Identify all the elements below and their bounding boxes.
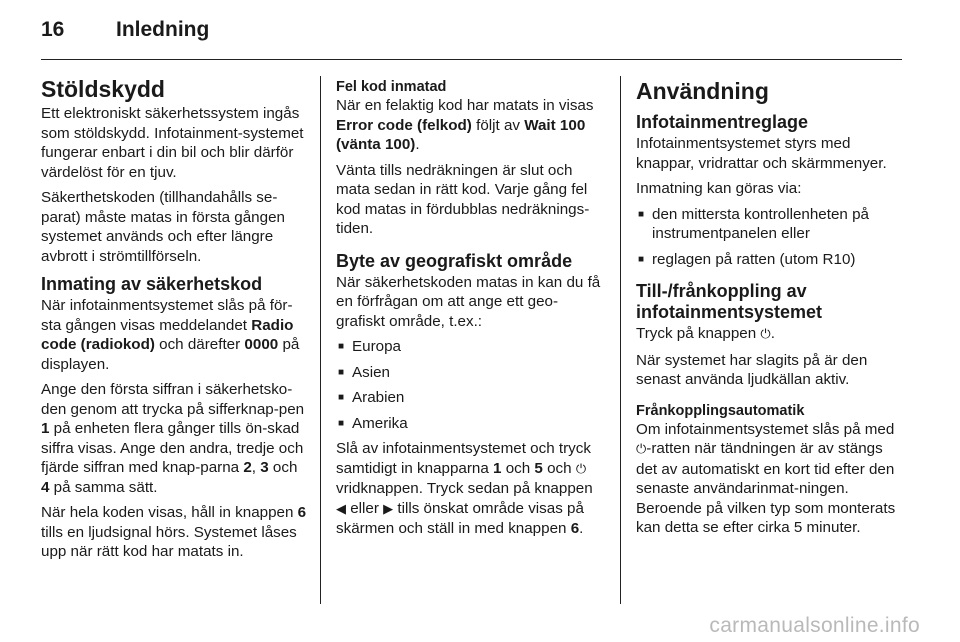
heading-infotainment-controls: Infotainmentreglage <box>636 112 809 132</box>
header-rule <box>41 59 902 60</box>
heading-region-change: Byte av geografiskt område <box>336 250 573 271</box>
paragraph: Vänta tills nedräkningen är slut och mata sedan in rätt kod. Varje gång fel kod matas in fördubblas nedräknings-tiden. <box>336 161 590 237</box>
region-list <box>336 337 604 433</box>
paragraph: När säkerhetskoden matas in kan du få en förfrågan om att ange ett geo-grafiskt område, t.ex.: <box>336 273 601 330</box>
column-divider-1 <box>320 76 321 604</box>
power-icon: ⏻ <box>760 327 771 342</box>
column-1 <box>41 76 309 568</box>
list-item: ■ Europa <box>336 337 604 357</box>
chapter-title: Inledning <box>116 18 210 41</box>
list-item: ■ Arabien <box>336 388 604 408</box>
column-2 <box>336 78 604 545</box>
input-list <box>636 205 908 270</box>
list-item: ■ reglagen på ratten (utom R10) <box>636 250 908 270</box>
heading-auto-off: Frånkopplingsautomatik <box>636 402 805 419</box>
paragraph: Ange den första siffran i säkerhetsko-den genom att trycka på sifferknap-pen 1 på enheten flera gånger tills ön-skad siffra visas. Ange den andra, tredje och fjärde siffran med knap-parna 2, 3 och 4 på samma sätt. <box>41 381 305 496</box>
paragraph: Säkerthetskoden (tillhandahålls se-parat) måste matas in första gången systemet används och efter längre avbrott i strömtillförseln. <box>41 189 285 265</box>
power-icon: ⏻ <box>575 461 587 477</box>
page-number: 16 <box>41 18 65 41</box>
paragraph: Infotainmentsystemet styrs med knappar, vridrattar och skärmmenyer. <box>636 135 887 172</box>
paragraph: När systemet har slagits på är den senast använda ljudkällan aktiv. <box>636 351 868 388</box>
list-item: ■ Amerika <box>336 414 604 434</box>
paragraph: Slå av infotainmentsystemet och tryck samtidigt in knapparna 1 och 5 och ⏻ vridknappen. Tryck sedan på knappen ◀ eller ▶ tills önskat område visas på skärmen och ställ in med knappen 6. <box>336 440 593 537</box>
paragraph: Tryck på knappen ⏻. <box>636 325 775 342</box>
paragraph: Inmatning kan göras via: <box>636 180 802 197</box>
column-divider-2 <box>620 76 621 604</box>
heading-code-entry: Inmating av säkerhetskod <box>41 274 263 294</box>
heading-wrong-code: Fel kod inmatad <box>336 79 447 95</box>
page-header <box>41 18 209 48</box>
paragraph: När hela koden visas, håll in knappen 6 tills en ljudsignal hörs. Systemet låses upp när rätt kod har matats in. <box>41 504 307 560</box>
paragraph: Om infotainmentsystemet slås på med ⏻-ratten när tändningen är av stängs det av automatiskt en kort tid efter den senaste användarinmat-ningen. Beroende på vilken typ som monterats kan detta se efter cirka 5 minuter. <box>636 420 896 536</box>
column-3 <box>636 78 908 544</box>
section-title-theft-protection: Stöldskydd <box>41 76 165 102</box>
power-icon: ⏻ <box>636 442 647 457</box>
paragraph: Ett elektroniskt säkerhetssystem ingås som stöldskydd. Infotainment-systemet fungerar enbart i din bil och blir därför värdelöst för en tjuv. <box>41 105 304 181</box>
arrow-left-icon: ◀ <box>336 501 346 517</box>
heading-power-on-off: Till-/frånkoppling av infotainmentsystemet <box>636 281 823 322</box>
watermark: carmanualsonline.info <box>709 614 920 637</box>
list-item: ■ den mittersta kontrollenheten på instrumentpanelen eller <box>636 205 908 244</box>
arrow-right-icon: ▶ <box>383 501 394 517</box>
paragraph: När infotainmentsystemet slås på för-sta gången visas meddelandet Radio code (radiokod) och därefter 0000 på displayen. <box>41 297 300 373</box>
section-title-usage: Användning <box>636 78 769 104</box>
paragraph: När en felaktig kod har matats in visas Error code (felkod) följt av Wait 100 (vänta 100). <box>336 97 594 153</box>
list-item: ■ Asien <box>336 363 604 383</box>
